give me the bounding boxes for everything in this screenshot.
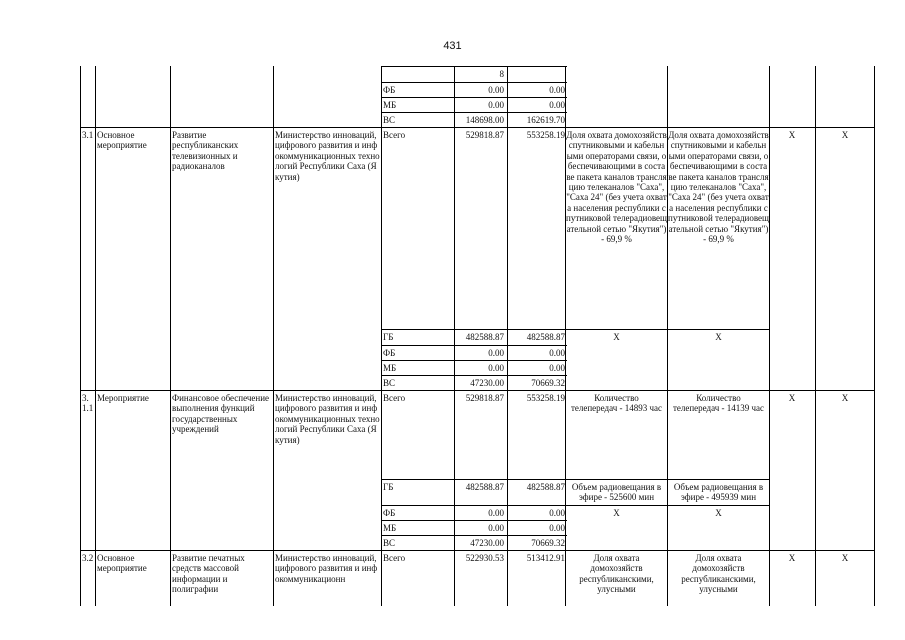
value-cell: 513412.91 (526, 553, 565, 563)
source-label: ВС (383, 115, 396, 125)
value-cell: 0.00 (549, 523, 565, 533)
indicator-text: Доля охвата домохозяйств спутниковыми и кабельными операторами связи, обеспечивающими в составе пакета каналов трансляцию телеканалов "Саха", "Саха 24" (без учета охвата населения республики спутниковой телерадиовещательной сетью "Якутия") - 69,9 % (566, 130, 667, 245)
value-cell: 0.00 (549, 508, 565, 518)
value-cell: 148698.00 (465, 115, 504, 125)
value-cell: 482588.87 (465, 332, 504, 342)
x-mark: X (788, 553, 796, 563)
row-type: Основное мероприятие (97, 130, 147, 151)
page-number: 431 (443, 40, 462, 52)
value-cell: 0.00 (488, 523, 504, 533)
x-mark: X (841, 130, 849, 140)
indicator-text: Количество телепередач - 14893 час (570, 393, 663, 414)
source-label: ГБ (383, 482, 394, 492)
source-label: МБ (383, 523, 397, 533)
value-cell: 553258.19 (526, 393, 565, 403)
row-number: 3.2 (82, 553, 94, 563)
value-cell: 0.00 (549, 85, 565, 95)
value-cell: 482588.87 (465, 482, 504, 492)
indicator-text: Объем радиовещания в эфире - 525600 мин (571, 482, 662, 503)
source-label: Всего (383, 393, 406, 403)
value-cell: 0.00 (488, 100, 504, 110)
x-mark: X (841, 553, 849, 563)
source-label: ГБ (383, 332, 394, 342)
value-cell: 0.00 (488, 85, 504, 95)
x-mark: X (788, 130, 796, 140)
source-label: ФБ (383, 85, 396, 95)
row-executor: Министерство инноваций, цифрового развития и инфокоммуникационн (275, 553, 378, 584)
value-cell: 162619.70 (526, 115, 565, 125)
source-label: ВС (383, 538, 396, 548)
source-label: МБ (383, 363, 397, 373)
x-mark: X (841, 393, 849, 403)
source-label: Всего (383, 553, 406, 563)
source-label: ФБ (383, 348, 396, 358)
value-cell: 522930.53 (465, 553, 504, 563)
row-number: 3.1.1 (82, 393, 94, 414)
indicator-text: Доля охвата домохозяйств спутниковыми и кабельными операторами связи, обеспечивающими в составе пакета каналов трансляцию телеканалов "Саха", "Саха 24" (без учета охвата населения республики спутниковой телерадиовещательной сетью "Якутия") - 69,9 % (668, 130, 769, 245)
value-cell: 0.00 (488, 508, 504, 518)
value-cell: 0.00 (488, 348, 504, 358)
value-cell: 0.00 (549, 100, 565, 110)
value-cell: 529818.87 (465, 130, 504, 140)
row-type: Мероприятие (97, 393, 149, 403)
value-cell: 70669.32 (531, 378, 565, 388)
source-label: ФБ (383, 508, 396, 518)
x-mark: X (788, 393, 796, 403)
indicator-text: Объем радиовещания в эфире - 495939 мин (673, 482, 764, 503)
value-cell: 553258.19 (526, 130, 565, 140)
source-label: Всего (383, 130, 406, 140)
value-cell: 0.00 (549, 348, 565, 358)
value-cell: 47230.00 (470, 538, 504, 548)
source-label: МБ (383, 100, 397, 110)
row-name: Финансовое обеспечение выполнения функций государственных учреждений (172, 393, 270, 435)
indicator-text: Доля охвата домохозяйств республиканскими, улусными (579, 553, 654, 595)
row-type: Основное мероприятие (97, 553, 147, 574)
row-name: Развитие печатных средств массовой информации и полиграфии (172, 553, 245, 595)
indicator-text: Доля охвата домохозяйств республиканскими, улусными (681, 553, 756, 595)
row-name: Развитие республиканских телевизионных и радиоканалов (172, 130, 239, 172)
source-label: ВС (383, 378, 396, 388)
value-cell: 47230.00 (470, 378, 504, 388)
x-mark: X (613, 332, 620, 342)
value-cell: 70669.32 (531, 538, 565, 548)
value-cell: 529818.87 (465, 393, 504, 403)
row-number: 3.1 (82, 130, 94, 140)
row-executor: Министерство инноваций, цифрового развития и инфокоммуникационных технологий Республики Саха (Якутия) (275, 393, 380, 445)
x-mark: X (715, 508, 722, 518)
indicator-text: Количество телепередач - 14139 час (672, 393, 765, 414)
x-mark: X (613, 508, 620, 518)
x-mark: X (715, 332, 722, 342)
value-cell: 482588.87 (526, 332, 565, 342)
value-cell: 0.00 (549, 363, 565, 373)
cell-value: 8 (499, 69, 504, 79)
value-cell: 0.00 (488, 363, 504, 373)
row-executor: Министерство инноваций, цифрового развития и инфокоммуникационных технологий Республики Саха (Якутия) (275, 130, 380, 182)
value-cell: 482588.87 (526, 482, 565, 492)
